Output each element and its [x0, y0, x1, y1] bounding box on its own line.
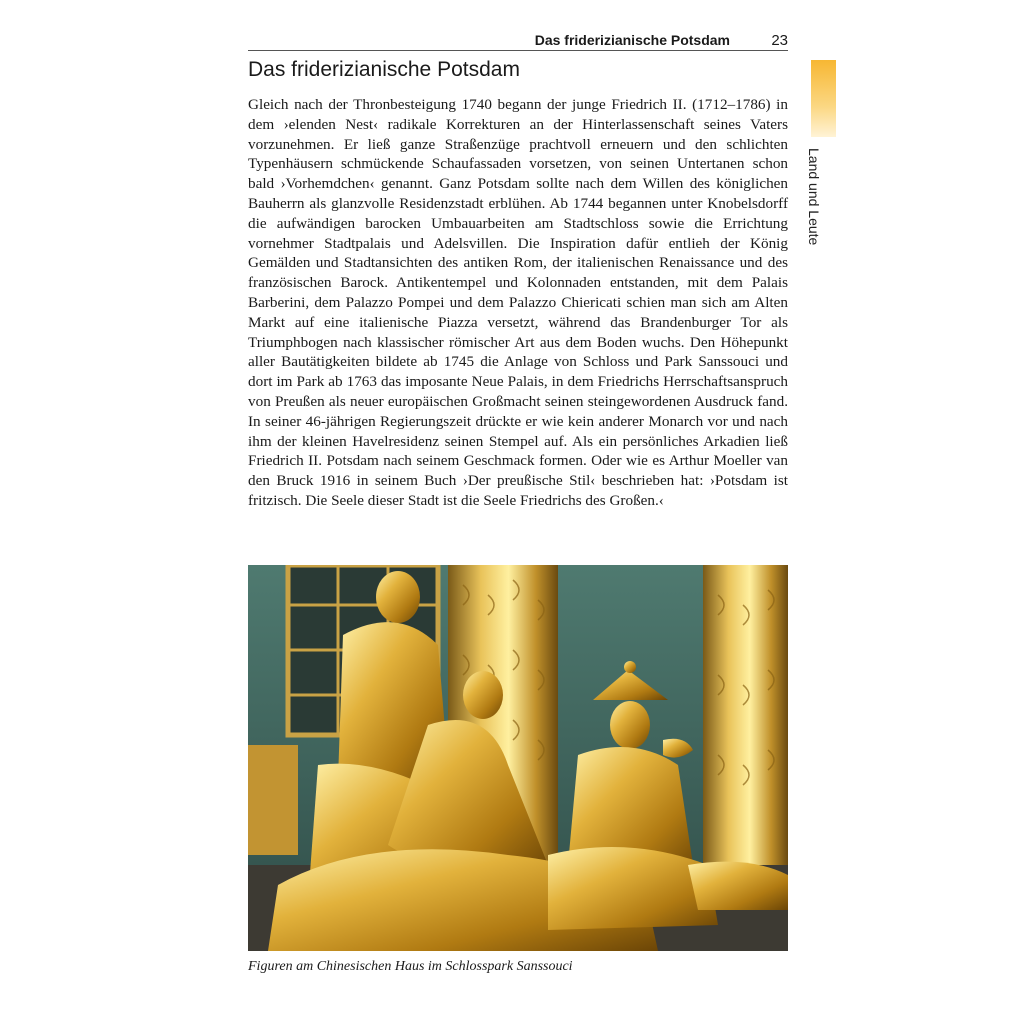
section-title: Das friderizianische Potsdam — [248, 58, 520, 81]
running-head-title: Das friderizianische Potsdam — [534, 32, 730, 48]
running-head — [248, 30, 788, 51]
body-paragraph: Gleich nach der Thronbesteigung 1740 begann der junge Friedrich II. (1712–1786) in dem ›elenden Nest‹ radikale Korrekturen an der Hinterlassenschaft seines Vaters vorzunehmen. Er ließ ganze Straßenzüge prachtvoll erneuern und den schlichten Typenhäusern schmückende Schaufassaden vorsetzen, von seinen Untertanen schon bald ›Vorhemdchen‹ genannt. Ganz Potsdam sollte nach dem Willen des königlichen Bauherrn als glanzvolle Residenzstadt erblühen. Ab 1744 begannen unter Knobelsdorff die aufwändigen barocken Umbauarbeiten am Stadtschloss sowie die Errichtung vornehmer Stadtpalais und Adelsvillen. Die Inspiration dafür entlieh der König Gemälden und Stadtansichten des antiken Rom, der italienischen Renaissance und des französischen Barock. Antikentempel und Kolonnaden entstanden, mit dem Palais Barberini, dem Palazzo Pompei und dem Palazzo Chiericati schien man sich am Alten Markt auf eine italienische Piazza versetzt, während das Brandenburger Tor als Triumphbogen nach klassischer römischer Art aus dem Boden wuchs. Den Höhepunkt aller Bautätigkeiten bildete ab 1745 die Anlage von Schloss und Park Sanssouci und dort im Park ab 1763 das imposante Neue Palais, in dem Friedrichs Herrschaftsanspruch von Preußen als neuer europäischen Großmacht seinen steingewordenen Ausdruck fand. In seiner 46-jährigen Regierungszeit drückte er wie kein anderer Monarch vor und nach ihm der kleinen Havelresidenz seinen Stempel auf. Als ein persönliches Arkadien ließ Friedrich II. Potsdam nach seinem Geschmack formen. Oder wie es Arthur Moeller van den Bruck 1916 in seinem Buch ›Der preußische Stil‹ beschrieben hat: ›Potsdam ist fritzisch. Die Seele dieser Stadt ist die Seele Friedrichs des Großen.‹ — [248, 96, 788, 509]
page-number: 23 — [771, 32, 788, 49]
chapter-tab — [811, 60, 836, 137]
photo-chinese-house-figures — [248, 565, 788, 951]
figure-caption: Figuren am Chinesischen Haus im Schlosspark Sanssouci — [248, 959, 573, 974]
chapter-label: Land und Leute — [806, 148, 822, 246]
